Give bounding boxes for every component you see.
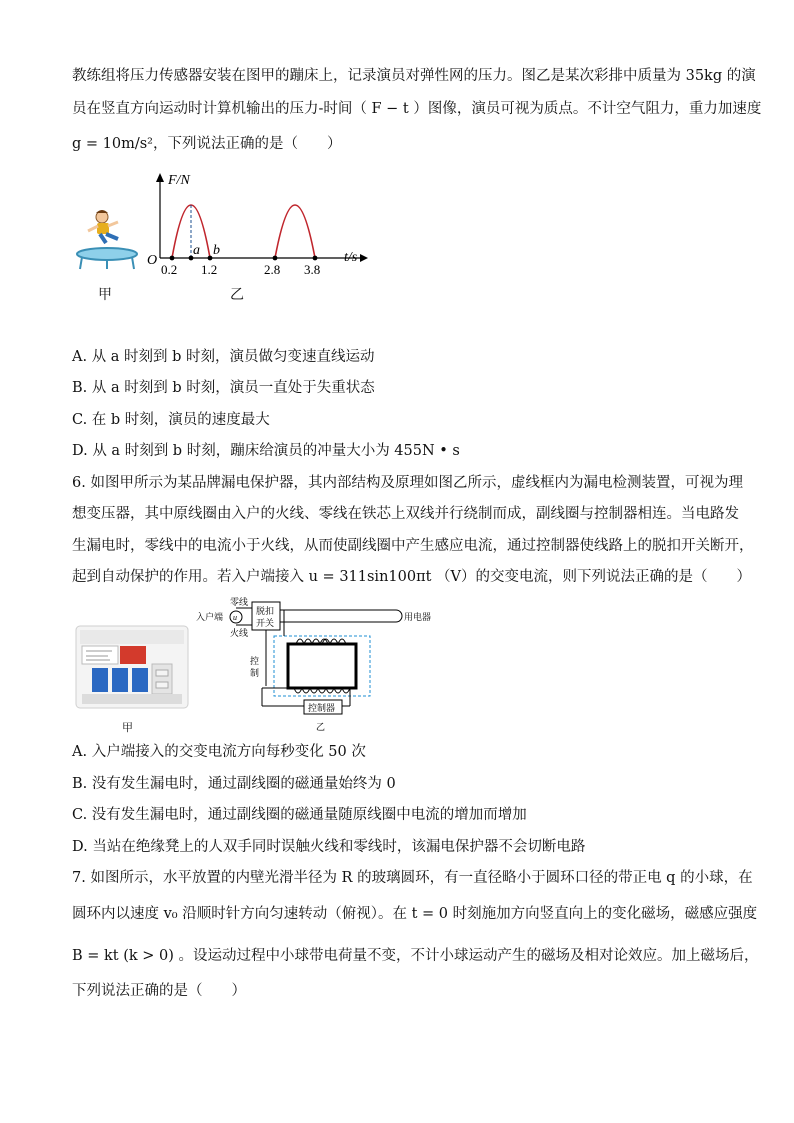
q6-option-c: C. 没有发生漏电时，通过副线圈的磁通量随原线圈中电流的增加而增加: [72, 807, 527, 823]
point-b-label: b: [213, 243, 220, 258]
tick-label: 3.8: [304, 262, 321, 275]
q6-option-d: D. 当站在绝缘凳上的人双手同时误触火线和零线时，该漏电保护器不会切断电路: [72, 839, 586, 855]
tick-label: 2.8: [264, 262, 281, 275]
q5-figure-label-jia: 甲: [98, 287, 112, 303]
control-label-1: 控: [250, 656, 260, 666]
q7-stem-line-4: 下列说法正确的是（ ）: [72, 983, 246, 999]
q5-option-c: C. 在 b 时刻，演员的速度最大: [72, 412, 270, 428]
switch-label-2: 开关: [256, 618, 275, 628]
circuit-diagram: [196, 596, 436, 736]
q6-stem-line-1: 6. 如图甲所示为某品牌漏电保护器，其内部结构及原理如图乙所示，虚线框内为漏电检测装置，可视为理: [72, 475, 743, 491]
q6-option-b: B. 没有发生漏电时，通过副线圈的磁通量始终为 0: [72, 776, 396, 792]
q6-figure-label-yi: 乙: [316, 722, 326, 732]
trampoline-figure: [72, 205, 142, 275]
q5-figure-label-yi: 乙: [230, 287, 244, 303]
origin-label: O: [147, 253, 158, 268]
q6-stem-line-4: 起到自动保护的作用。若入户端接入 u = 311sin100πt （V）的交变电流，则下列说法正确的是（ ）: [72, 569, 752, 585]
q5-stem-line-1: 教练组将压力传感器安装在图甲的蹦床上，记录演员对弹性网的压力。图乙是某次彩排中质量为 35kg 的演: [72, 68, 756, 84]
q6-figure-label-jia: 甲: [122, 721, 133, 734]
controller-label: 控制器: [308, 703, 336, 713]
y-axis-label: F/N: [168, 173, 190, 188]
q5-option-d: D. 从 a 时刻到 b 时刻，蹦床给演员的冲量大小为 455N • s: [72, 443, 460, 459]
q7-stem-line-2: 圆环内以速度 v₀ 沿顺时针方向匀速转动（俯视）。在 t = 0 时刻施加方向竖直向上的变化磁场，磁感应强度: [72, 906, 758, 922]
q5-stem-line-2: 员在竖直方向运动时计算机输出的压力-时间（ F − t ）图像，演员可视为质点。不计空气阻力，重力加速度: [72, 101, 762, 117]
q5-option-b: B. 从 a 时刻到 b 时刻，演员一直处于失重状态: [72, 380, 375, 396]
q6-stem-line-2: 想变压器，其中原线圈由入户的火线、零线在铁芯上双线并行绕制而成，副线圈与控制器相连。当电路发: [72, 506, 739, 522]
tick-label: 0.2: [161, 262, 178, 275]
q5-stem-line-3: g = 10m/s²，下列说法正确的是（ ）: [72, 136, 342, 152]
f-t-graph: [140, 170, 380, 275]
control-label-2: 制: [250, 668, 260, 678]
q6-option-a: A. 入户端接入的交变电流方向每秒变化 50 次: [72, 744, 366, 760]
appliance-label: 用电器: [404, 612, 432, 622]
live-line-label: 火线: [230, 628, 249, 638]
q5-option-a: A. 从 a 时刻到 b 时刻，演员做匀变速直线运动: [72, 349, 375, 365]
switch-label-1: 脱扣: [256, 606, 275, 616]
q7-stem-line-3: B = kt (k > 0) 。设运动过程中小球带电荷量不变，不计小球运动产生的磁场及相对论效应。加上磁场后，: [72, 948, 759, 964]
q7-stem-line-1: 7. 如图所示，水平放置的内壁光滑半径为 R 的玻璃圆环，有一直径略小于圆环口径的带正电 q 的小球，在: [72, 870, 753, 886]
zero-line-label: 零线: [230, 597, 249, 607]
tick-label: 1.2: [201, 262, 218, 275]
q6-stem-line-3: 生漏电时，零线中的电流小于火线，从而使副线圈中产生感应电流，通过控制器使线路上的脱扣开关断开，: [72, 538, 754, 554]
point-a-label: a: [193, 243, 200, 258]
entry-label: 入户端: [196, 612, 224, 622]
source-symbol: u: [233, 613, 237, 622]
x-axis-label: t/s: [344, 250, 358, 265]
leakage-protector-photo: [72, 622, 194, 718]
